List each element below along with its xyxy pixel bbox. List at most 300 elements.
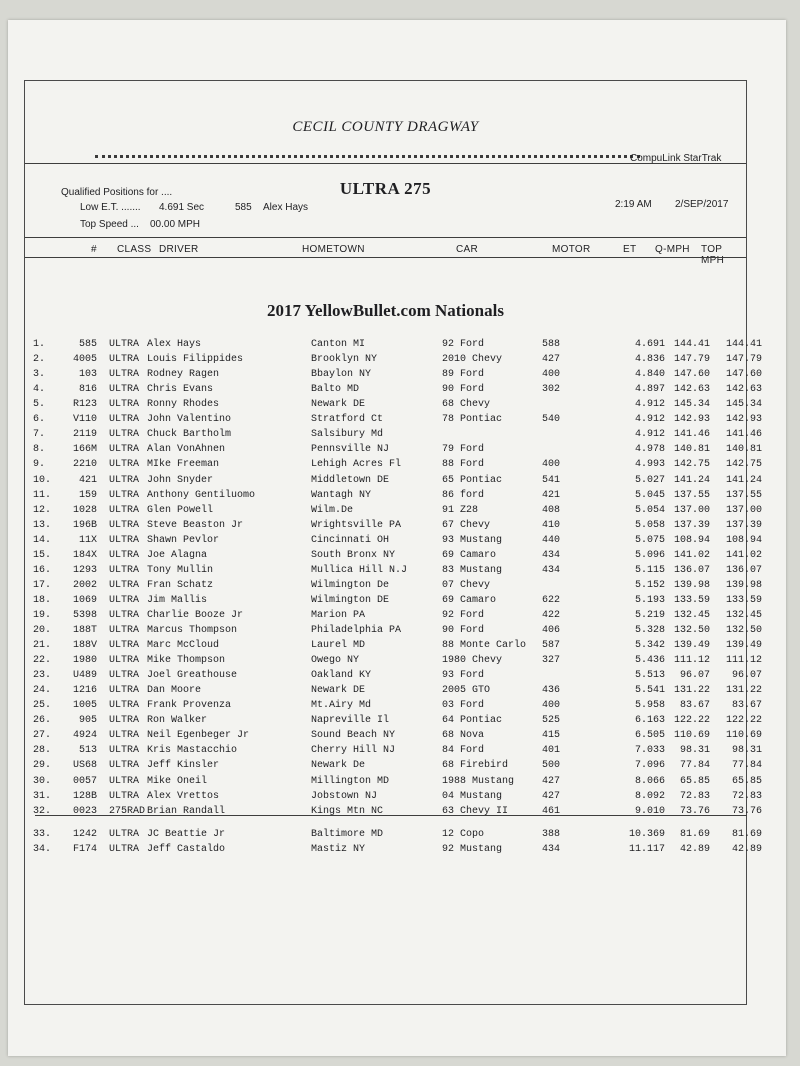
cell-et: 4.978 xyxy=(634,444,665,456)
cell-et: 5.045 xyxy=(634,489,665,501)
cell-position: 31. xyxy=(33,790,52,802)
cell-car-number: 585 xyxy=(78,339,97,350)
cell-car-number: 188V xyxy=(72,640,97,651)
cell-q-mph: 144.41 xyxy=(673,339,710,350)
cell-class: ULTRA xyxy=(109,354,140,366)
cell-et: 5.027 xyxy=(634,474,665,486)
cell-position: 1. xyxy=(33,339,46,350)
cell-car-number: 1980 xyxy=(72,655,97,666)
cell-driver: Jeff Castaldo xyxy=(147,843,226,855)
cell-q-mph: 132.45 xyxy=(673,609,710,621)
cell-car-number: 2210 xyxy=(72,459,97,471)
cell-car: 69 Camaro xyxy=(442,594,497,606)
col-car: CAR xyxy=(456,244,479,255)
table-row xyxy=(25,843,762,859)
cell-top-mph: 139.49 xyxy=(725,640,762,651)
cell-hometown: Philadelphia PA xyxy=(311,625,402,636)
cell-car-number: 1216 xyxy=(72,685,97,697)
cell-et: 11.117 xyxy=(628,843,665,855)
col-qmph: Q-MPH xyxy=(655,244,690,255)
cell-position: 28. xyxy=(33,745,52,757)
cell-motor: 541 xyxy=(542,474,561,486)
cell-motor: 388 xyxy=(542,828,561,840)
cell-driver: Ronny Rhodes xyxy=(147,399,220,411)
cell-motor: 415 xyxy=(542,730,561,742)
cell-motor: 401 xyxy=(542,745,561,757)
cell-motor: 427 xyxy=(542,775,561,787)
cell-et: 6.505 xyxy=(634,730,665,742)
cell-position: 2. xyxy=(33,354,46,366)
cell-car-number: 128B xyxy=(72,790,97,802)
cell-class: ULTRA xyxy=(109,564,140,576)
cell-q-mph: 139.49 xyxy=(673,640,710,651)
table-row xyxy=(25,745,762,760)
cell-q-mph: 147.79 xyxy=(673,354,710,366)
cell-hometown: Kings Mtn NC xyxy=(311,805,384,817)
cell-q-mph: 83.67 xyxy=(679,700,710,712)
cell-top-mph: 98.31 xyxy=(731,745,762,757)
cell-top-mph: 142.63 xyxy=(725,384,762,396)
cell-car: 2010 Chevy xyxy=(442,354,503,366)
cell-driver: Louis Filippides xyxy=(147,354,244,366)
cell-top-mph: 111.12 xyxy=(725,655,762,666)
cell-et: 8.066 xyxy=(634,775,665,787)
cell-driver: Alex Hays xyxy=(147,339,202,350)
cell-et: 5.513 xyxy=(634,670,665,682)
cell-position: 15. xyxy=(33,549,52,561)
cell-class: ULTRA xyxy=(109,790,140,802)
cell-hometown: Cincinnati OH xyxy=(311,534,390,546)
table-row xyxy=(25,429,762,444)
cell-motor: 461 xyxy=(542,805,561,817)
cell-class: ULTRA xyxy=(109,655,140,666)
cell-car-number: 4005 xyxy=(72,354,97,366)
cell-driver: John Snyder xyxy=(147,474,214,486)
cell-motor: 434 xyxy=(542,549,561,561)
cell-position: 18. xyxy=(33,594,52,606)
cell-hometown: Wilmington De xyxy=(311,579,390,591)
cell-driver: Chuck Bartholm xyxy=(147,429,232,441)
qualified-label: Qualified Positions for .... xyxy=(61,187,173,198)
cell-et: 5.342 xyxy=(634,640,665,651)
cell-car-number: U489 xyxy=(72,670,97,682)
cell-class: ULTRA xyxy=(109,504,140,516)
cell-car-number: 188T xyxy=(72,625,97,636)
cell-motor: 408 xyxy=(542,504,561,516)
cell-car: 90 Ford xyxy=(442,384,485,396)
cell-motor: 525 xyxy=(542,715,561,727)
cell-motor: 400 xyxy=(542,459,561,471)
cell-driver: Mike Oneil xyxy=(147,775,208,787)
cell-class: ULTRA xyxy=(109,594,140,606)
report-time: 2:19 AM xyxy=(615,199,652,210)
cell-car: 90 Ford xyxy=(442,625,485,636)
cell-class: ULTRA xyxy=(109,444,140,456)
cell-class: ULTRA xyxy=(109,534,140,546)
cell-class: ULTRA xyxy=(109,489,140,501)
software-label: CompuLink StarTrak xyxy=(630,153,722,164)
cell-motor: 427 xyxy=(542,354,561,366)
cell-driver: Glen Powell xyxy=(147,504,214,516)
cell-class: ULTRA xyxy=(109,369,140,381)
cell-car-number: 513 xyxy=(78,745,97,757)
cell-class: ULTRA xyxy=(109,384,140,396)
cell-car: 89 Ford xyxy=(442,369,485,381)
col-topmph: TOP MPH xyxy=(701,244,725,266)
cell-position: 21. xyxy=(33,640,52,651)
cell-et: 5.075 xyxy=(634,534,665,546)
cell-class: ULTRA xyxy=(109,640,140,651)
cell-car: 78 Pontiac xyxy=(442,414,503,426)
cell-top-mph: 132.50 xyxy=(725,625,762,636)
cell-et: 4.993 xyxy=(634,459,665,471)
cell-position: 7. xyxy=(33,429,46,441)
table-row xyxy=(25,564,762,580)
cell-position: 16. xyxy=(33,564,52,576)
cell-car-number: 1293 xyxy=(72,564,97,576)
cell-car: 79 Ford xyxy=(442,444,485,456)
cell-hometown: Wilmington DE xyxy=(311,594,390,606)
cell-motor: 540 xyxy=(542,414,561,426)
cell-position: 22. xyxy=(33,655,52,666)
cell-car: 04 Mustang xyxy=(442,790,503,802)
cell-top-mph: 136.07 xyxy=(725,564,762,576)
cell-position: 32. xyxy=(33,805,52,817)
cell-driver: Neil Egenbeger Jr xyxy=(147,730,250,742)
cell-q-mph: 141.46 xyxy=(673,429,710,441)
cell-car-number: 0023 xyxy=(72,805,97,817)
cell-hometown: Lehigh Acres Fl xyxy=(311,459,402,471)
cell-car: 93 Ford xyxy=(442,670,485,682)
cell-car-number: V110 xyxy=(72,414,97,426)
table-row xyxy=(25,414,762,429)
cell-car: 1988 Mustang xyxy=(442,775,515,787)
cell-q-mph: 122.22 xyxy=(673,715,710,727)
cell-q-mph: 136.07 xyxy=(673,564,710,576)
cell-class: ULTRA xyxy=(109,549,140,561)
cell-q-mph: 96.07 xyxy=(679,670,710,682)
cell-hometown: Baltimore MD xyxy=(311,828,384,840)
cell-driver: Ron Walker xyxy=(147,715,208,727)
track-name: CECIL COUNTY DRAGWAY xyxy=(292,119,479,135)
cell-driver: Alan VonAhnen xyxy=(147,444,226,456)
cell-et: 4.691 xyxy=(634,339,665,350)
cell-class: ULTRA xyxy=(109,700,140,712)
header-rule xyxy=(25,163,746,164)
table-row xyxy=(25,625,762,640)
cell-hometown: Mullica Hill N.J xyxy=(311,564,408,576)
event-name: 2017 YellowBullet.com Nationals xyxy=(267,301,504,320)
cell-car: 84 Ford xyxy=(442,745,485,757)
cell-position: 4. xyxy=(33,384,46,396)
cell-hometown: Brooklyn NY xyxy=(311,354,378,366)
cell-car-number: R123 xyxy=(72,399,97,411)
col-class: CLASS xyxy=(117,244,152,255)
table-row xyxy=(25,519,762,535)
cell-hometown: Marion PA xyxy=(311,609,366,621)
cell-class: ULTRA xyxy=(109,339,140,350)
cell-q-mph: 111.12 xyxy=(673,655,710,666)
cell-motor: 500 xyxy=(542,760,561,772)
cell-car-number: 2119 xyxy=(72,429,97,441)
cell-q-mph: 139.98 xyxy=(673,579,710,591)
cell-car: 67 Chevy xyxy=(442,519,491,531)
cell-car: 2005 GTO xyxy=(442,685,491,697)
col-driver: DRIVER xyxy=(159,244,199,255)
cell-hometown: Jobstown NJ xyxy=(311,790,378,802)
cell-et: 7.096 xyxy=(634,760,665,772)
cell-class: ULTRA xyxy=(109,745,140,757)
cell-car: 07 Chevy xyxy=(442,579,491,591)
cell-driver: Anthony Gentiluomo xyxy=(147,489,256,501)
cell-car: 83 Mustang xyxy=(442,564,503,576)
cell-q-mph: 142.63 xyxy=(673,384,710,396)
cell-et: 4.840 xyxy=(634,369,665,381)
table-row xyxy=(25,354,762,369)
cell-q-mph: 77.84 xyxy=(679,760,710,772)
cell-motor: 436 xyxy=(542,685,561,697)
cell-hometown: Canton MI xyxy=(311,339,366,350)
cell-driver: Brian Randall xyxy=(147,805,226,817)
cell-car: 92 Ford xyxy=(442,339,485,350)
cell-car: 63 Chevy II xyxy=(442,805,509,817)
cell-top-mph: 108.94 xyxy=(725,534,762,546)
cell-driver: Joel Greathouse xyxy=(147,670,238,682)
table-row xyxy=(25,715,762,730)
cell-class: ULTRA xyxy=(109,609,140,621)
cell-q-mph: 147.60 xyxy=(673,369,710,381)
cell-driver: John Valentino xyxy=(147,414,232,426)
cell-et: 5.054 xyxy=(634,504,665,516)
cell-et: 9.010 xyxy=(634,805,665,817)
cell-hometown: Bbaylon NY xyxy=(311,369,372,381)
cell-et: 5.436 xyxy=(634,655,665,666)
cell-position: 9. xyxy=(33,459,46,471)
top-speed-label: Top Speed ... xyxy=(80,219,139,230)
cell-top-mph: 137.39 xyxy=(725,519,762,531)
cell-q-mph: 132.50 xyxy=(673,625,710,636)
cell-q-mph: 137.00 xyxy=(673,504,710,516)
table-row xyxy=(25,489,762,505)
cell-class: ULTRA xyxy=(109,843,140,855)
cell-car-number: 5398 xyxy=(72,609,97,621)
cell-car: 12 Copo xyxy=(442,828,485,840)
cell-motor: 427 xyxy=(542,790,561,802)
cell-car-number: 11X xyxy=(78,534,97,546)
low-et-driver: Alex Hays xyxy=(263,202,309,213)
cell-car: 93 Mustang xyxy=(442,534,503,546)
cell-et: 4.912 xyxy=(634,399,665,411)
cell-position: 10. xyxy=(33,474,52,486)
event-class-title: ULTRA 275 xyxy=(339,179,432,198)
printed-sheet xyxy=(8,20,786,1056)
cell-position: 3. xyxy=(33,369,46,381)
cell-car: 88 Ford xyxy=(442,459,485,471)
low-et-number: 585 xyxy=(235,202,252,213)
report-date: 2/SEP/2017 xyxy=(675,199,729,210)
cell-hometown: Middletown DE xyxy=(311,474,390,486)
table-row xyxy=(25,700,762,715)
cell-et: 5.115 xyxy=(634,564,665,576)
low-et-label: Low E.T. ....... xyxy=(80,202,141,213)
cell-top-mph: 72.83 xyxy=(731,790,762,802)
cell-class: ULTRA xyxy=(109,474,140,486)
cell-driver: Joe Alagna xyxy=(147,549,208,561)
cell-hometown: Wilm.De xyxy=(311,504,354,516)
cell-driver: JC Beattie Jr xyxy=(147,828,226,840)
cell-q-mph: 141.02 xyxy=(673,549,710,561)
cell-hometown: Wrightsville PA xyxy=(311,519,402,531)
cell-q-mph: 72.83 xyxy=(679,790,710,802)
cell-hometown: Owego NY xyxy=(311,655,360,666)
cell-car-number: 1069 xyxy=(72,594,97,606)
cell-top-mph: 144.41 xyxy=(725,339,762,350)
table-row xyxy=(25,790,762,806)
cell-car-number: 159 xyxy=(78,489,97,501)
cell-position: 20. xyxy=(33,625,52,636)
cell-class: ULTRA xyxy=(109,579,140,591)
cell-driver: Steve Beaston Jr xyxy=(147,519,244,531)
cell-position: 19. xyxy=(33,609,52,621)
cell-class: ULTRA xyxy=(109,519,140,531)
cell-position: 8. xyxy=(33,444,46,456)
cell-position: 23. xyxy=(33,670,52,682)
cell-q-mph: 145.34 xyxy=(673,399,710,411)
table-row xyxy=(25,459,762,474)
cell-car: 92 Ford xyxy=(442,609,485,621)
table-row xyxy=(25,594,762,610)
cell-car: 92 Mustang xyxy=(442,843,503,855)
table-row xyxy=(25,730,762,745)
cell-car: 68 Nova xyxy=(442,730,485,742)
cell-class: ULTRA xyxy=(109,775,140,787)
cell-class: ULTRA xyxy=(109,399,140,411)
cell-car-number: 816 xyxy=(78,384,97,396)
cell-et: 4.897 xyxy=(634,384,665,396)
cell-class: 275RAD xyxy=(109,805,146,817)
cell-q-mph: 142.75 xyxy=(673,459,710,471)
cell-driver: Frank Provenza xyxy=(147,700,232,712)
cell-driver: Kris Mastacchio xyxy=(147,745,238,757)
cell-car: 64 Pontiac xyxy=(442,715,503,727)
cell-driver: Fran Schatz xyxy=(147,579,214,591)
table-row xyxy=(25,760,762,775)
cell-car-number: 196B xyxy=(72,519,97,531)
cell-hometown: Napreville Il xyxy=(311,715,390,727)
cell-hometown: Laurel MD xyxy=(311,640,366,651)
cell-hometown: Oakland KY xyxy=(311,670,372,682)
col-motor: MOTOR xyxy=(552,244,591,255)
col-hometown: HOMETOWN xyxy=(302,244,365,255)
cell-class: ULTRA xyxy=(109,459,140,471)
results-frame xyxy=(24,80,762,1005)
cell-position: 34. xyxy=(33,843,52,855)
cell-et: 4.912 xyxy=(634,429,665,441)
cell-motor: 410 xyxy=(542,519,561,531)
cell-top-mph: 83.67 xyxy=(731,700,762,712)
dotted-rule xyxy=(95,155,640,158)
cell-motor: 327 xyxy=(542,655,561,666)
cell-q-mph: 42.89 xyxy=(679,843,710,855)
cell-class: ULTRA xyxy=(109,429,140,441)
cell-et: 4.912 xyxy=(634,414,665,426)
cell-position: 12. xyxy=(33,504,52,516)
cell-top-mph: 73.76 xyxy=(731,805,762,817)
col-et: ET xyxy=(623,244,637,255)
cell-top-mph: 42.89 xyxy=(731,843,762,855)
cell-car-number: 2002 xyxy=(72,579,97,591)
cell-position: 5. xyxy=(33,399,46,411)
cell-car-number: 103 xyxy=(78,369,97,381)
table-row xyxy=(25,504,762,520)
table-row xyxy=(25,444,762,459)
cell-q-mph: 137.39 xyxy=(673,519,710,531)
cell-top-mph: 142.93 xyxy=(725,414,762,426)
cell-et: 5.058 xyxy=(634,519,665,531)
table-row xyxy=(25,384,762,399)
cell-car: 69 Camaro xyxy=(442,549,497,561)
cell-hometown: Stratford Ct xyxy=(311,414,384,426)
table-row xyxy=(25,670,762,685)
cell-class: ULTRA xyxy=(109,414,140,426)
cell-motor: 587 xyxy=(542,640,561,651)
cell-position: 13. xyxy=(33,519,52,531)
cell-motor: 434 xyxy=(542,564,561,576)
table-row xyxy=(25,685,762,700)
table-row xyxy=(25,549,762,565)
table-row xyxy=(25,579,762,595)
cell-top-mph: 110.69 xyxy=(725,730,762,742)
cell-q-mph: 108.94 xyxy=(673,534,710,546)
table-row xyxy=(25,474,762,490)
cell-hometown: Newark De xyxy=(311,760,366,772)
table-row xyxy=(25,339,762,354)
cell-driver: Marcus Thompson xyxy=(147,625,238,636)
cell-car-number: 1028 xyxy=(72,504,97,516)
cell-hometown: Newark DE xyxy=(311,399,366,411)
columns-rule-top xyxy=(25,237,746,238)
cell-et: 5.193 xyxy=(634,594,665,606)
cell-class: ULTRA xyxy=(109,625,140,636)
cell-top-mph: 65.85 xyxy=(731,775,762,787)
table-row xyxy=(25,609,762,625)
cell-top-mph: 145.34 xyxy=(725,399,762,411)
cell-position: 33. xyxy=(33,828,52,840)
cell-top-mph: 139.98 xyxy=(725,579,762,591)
table-row xyxy=(25,640,762,655)
cell-top-mph: 147.60 xyxy=(725,369,762,381)
cell-top-mph: 133.59 xyxy=(725,594,762,606)
cell-motor: 302 xyxy=(542,384,561,396)
cell-car: 86 ford xyxy=(442,489,485,501)
cell-et: 10.369 xyxy=(628,828,665,840)
table-row xyxy=(25,655,762,670)
cell-top-mph: 142.75 xyxy=(725,459,762,471)
cell-car-number: 184X xyxy=(72,549,97,561)
cell-car-number: 1005 xyxy=(72,700,97,712)
cell-hometown: Mt.Airy Md xyxy=(311,700,372,712)
cell-hometown: South Bronx NY xyxy=(311,549,396,561)
cell-hometown: Newark DE xyxy=(311,685,366,697)
cell-q-mph: 133.59 xyxy=(673,594,710,606)
cell-top-mph: 147.79 xyxy=(725,354,762,366)
cell-car: 91 Z28 xyxy=(442,504,479,516)
cell-driver: Alex Vrettos xyxy=(147,790,220,802)
cell-q-mph: 142.93 xyxy=(673,414,710,426)
cell-q-mph: 141.24 xyxy=(673,474,710,486)
cell-top-mph: 137.00 xyxy=(725,504,762,516)
cell-class: ULTRA xyxy=(109,670,140,682)
